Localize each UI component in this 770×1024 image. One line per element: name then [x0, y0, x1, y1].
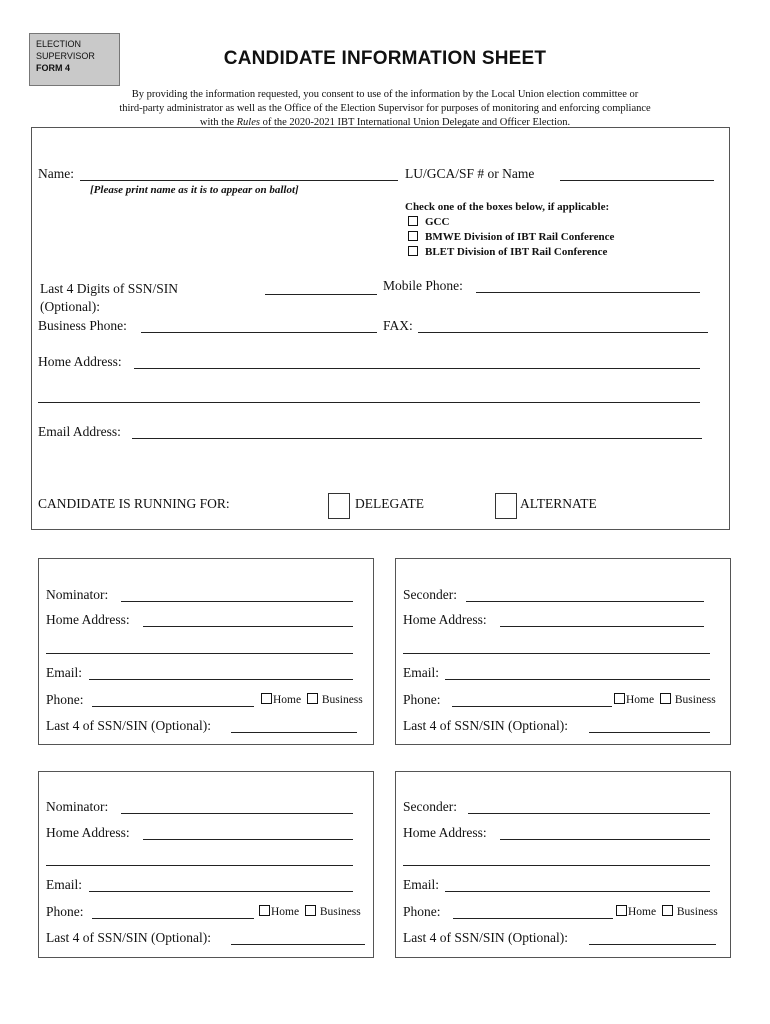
check-option-blet-label: BLET Division of IBT Rail Conference — [425, 246, 608, 258]
lu-label: LU/GCA/SF # or Name — [405, 166, 535, 181]
mobile-phone-label: Mobile Phone: — [383, 278, 463, 293]
nominator-home-option: Home — [273, 694, 302, 706]
seconder-2-label: Seconder: — [403, 799, 457, 814]
page-title: CANDIDATE INFORMATION SHEET — [223, 48, 547, 69]
nominator-email-field[interactable] — [89, 679, 353, 680]
nominator-2-home-option: Home — [271, 906, 300, 918]
nominator-ssn-field[interactable] — [231, 732, 357, 733]
nominator-phone-type — [261, 693, 363, 706]
nominator-business-checkbox[interactable] — [307, 693, 318, 704]
seconder-2-email-field[interactable] — [445, 891, 710, 892]
nominator-home-address-field[interactable] — [143, 626, 353, 627]
nominator-2-ssn-label: Last 4 of SSN/SIN (Optional): — [46, 930, 211, 945]
checkbox-gcc[interactable] — [408, 216, 418, 226]
seconder-2-home-address-label: Home Address: — [403, 825, 487, 840]
seconder-home-address-label: Home Address: — [403, 612, 487, 627]
nominator-label: Nominator: — [46, 587, 109, 602]
seconder-home-address-field-2[interactable] — [403, 653, 710, 654]
running-for-label: CANDIDATE IS RUNNING FOR: — [38, 496, 230, 511]
check-option-bmwe[interactable] — [408, 231, 614, 243]
check-option-gcc[interactable] — [408, 216, 449, 228]
ssn-optional-label: (Optional): — [40, 299, 100, 314]
seconder-email-label: Email: — [403, 665, 439, 680]
seconder-phone-label: Phone: — [403, 692, 441, 707]
seconder-2-home-address-field-2[interactable] — [403, 865, 710, 866]
consent-line-3-post: of the 2020-2021 IBT International Union Delegate and Officer Election. — [259, 117, 571, 128]
delegate-label: DELEGATE — [355, 496, 424, 511]
nominator-2-business-checkbox[interactable] — [305, 905, 316, 916]
nominator-2-home-address-label: Home Address: — [46, 825, 130, 840]
nominator-email-label: Email: — [46, 665, 82, 680]
business-phone-label: Business Phone: — [38, 318, 127, 333]
nominator-phone-field[interactable] — [92, 706, 254, 707]
badge-line-2: SUPERVISOR — [36, 51, 95, 61]
ssn-field[interactable] — [265, 294, 377, 295]
nominator-2-email-field[interactable] — [89, 891, 353, 892]
home-address-field[interactable] — [134, 368, 700, 369]
seconder-label: Seconder: — [403, 587, 457, 602]
consent-text — [40, 88, 730, 130]
seconder-email-field[interactable] — [445, 679, 710, 680]
seconder-2-email-label: Email: — [403, 877, 439, 892]
seconder-2-phone-type — [616, 905, 718, 918]
seconder-business-checkbox[interactable] — [660, 693, 671, 704]
name-label: Name: — [38, 166, 74, 181]
alternate-checkbox[interactable] — [495, 493, 517, 519]
seconder-2-phone-label: Phone: — [403, 904, 441, 919]
check-option-gcc-label: GCC — [425, 216, 450, 228]
fax-field[interactable] — [418, 332, 708, 333]
badge-line-1: ELECTION — [36, 39, 82, 49]
nominator-2-label: Nominator: — [46, 799, 109, 814]
seconder-2-home-checkbox[interactable] — [616, 905, 627, 916]
email-address-field[interactable] — [132, 438, 702, 439]
seconder-phone-type — [614, 693, 716, 706]
nominator-2-home-address-field[interactable] — [143, 839, 353, 840]
seconder-home-checkbox[interactable] — [614, 693, 625, 704]
nominator-home-checkbox[interactable] — [261, 693, 272, 704]
nominator-2-home-checkbox[interactable] — [259, 905, 270, 916]
business-phone-field[interactable] — [141, 332, 377, 333]
nominator-2-email-label: Email: — [46, 877, 82, 892]
seconder-2-business-checkbox[interactable] — [662, 905, 673, 916]
seconder-2-phone-field[interactable] — [453, 918, 613, 919]
nominator-home-address-field-2[interactable] — [46, 653, 353, 654]
ssn-label: Last 4 Digits of SSN/SIN — [40, 281, 179, 296]
nominator-2-home-address-field-2[interactable] — [46, 865, 353, 866]
check-option-blet[interactable] — [408, 246, 607, 258]
nominator-business-option: Business — [321, 694, 363, 706]
nominator-phone-label: Phone: — [46, 692, 84, 707]
email-address-label: Email Address: — [38, 424, 121, 439]
seconder-2-business-option: Business — [676, 906, 718, 918]
seconder-ssn-field[interactable] — [589, 732, 710, 733]
nominator-home-address-label: Home Address: — [46, 612, 130, 627]
alternate-label: ALTERNATE — [520, 496, 597, 511]
badge-line-3: FORM 4 — [36, 63, 71, 73]
mobile-phone-field[interactable] — [476, 292, 700, 293]
nominator-2-phone-type — [259, 905, 361, 918]
seconder-phone-field[interactable] — [452, 706, 612, 707]
seconder-2-ssn-label: Last 4 of SSN/SIN (Optional): — [403, 930, 568, 945]
seconder-home-option: Home — [626, 694, 655, 706]
seconder-home-address-field[interactable] — [500, 626, 704, 627]
seconder-2-home-option: Home — [628, 906, 657, 918]
consent-line-1: By providing the information requested, you consent to use of the information by the Local Union election committee or — [131, 89, 639, 100]
seconder-2-home-address-field[interactable] — [500, 839, 710, 840]
nominator-name-field[interactable] — [121, 601, 353, 602]
consent-line-3-pre: with the — [199, 117, 237, 128]
checkbox-bmwe[interactable] — [408, 231, 418, 241]
seconder-business-option: Business — [674, 694, 716, 706]
seconder-name-field[interactable] — [466, 601, 704, 602]
nominator-2-phone-label: Phone: — [46, 904, 84, 919]
name-hint: [Please print name as it is to appear on ballot] — [90, 184, 299, 196]
consent-line-2: third-party administrator as well as the Office of the Election Supervisor for purposes of monitoring and enforcing compliance — [119, 103, 651, 114]
seconder-ssn-label: Last 4 of SSN/SIN (Optional): — [403, 718, 568, 733]
fax-label: FAX: — [383, 318, 413, 333]
home-address-field-2[interactable] — [38, 402, 700, 403]
nominator-2-phone-field[interactable] — [92, 918, 254, 919]
nominator-2-ssn-field[interactable] — [231, 944, 365, 945]
check-instruction: Check one of the boxes below, if applicable: — [405, 201, 610, 213]
checkbox-blet[interactable] — [408, 246, 418, 256]
check-option-bmwe-label: BMWE Division of IBT Rail Conference — [425, 231, 615, 243]
seconder-2-ssn-field[interactable] — [589, 944, 716, 945]
nominator-2-name-field[interactable] — [121, 813, 353, 814]
home-address-label: Home Address: — [38, 354, 122, 369]
nominator-ssn-label: Last 4 of SSN/SIN (Optional): — [46, 718, 211, 733]
nominator-2-business-option: Business — [319, 906, 361, 918]
delegate-checkbox[interactable] — [328, 493, 350, 519]
name-field[interactable] — [80, 180, 398, 181]
consent-line-3-rules: Rules — [236, 117, 260, 128]
lu-field[interactable] — [560, 180, 714, 181]
seconder-2-name-field[interactable] — [468, 813, 710, 814]
